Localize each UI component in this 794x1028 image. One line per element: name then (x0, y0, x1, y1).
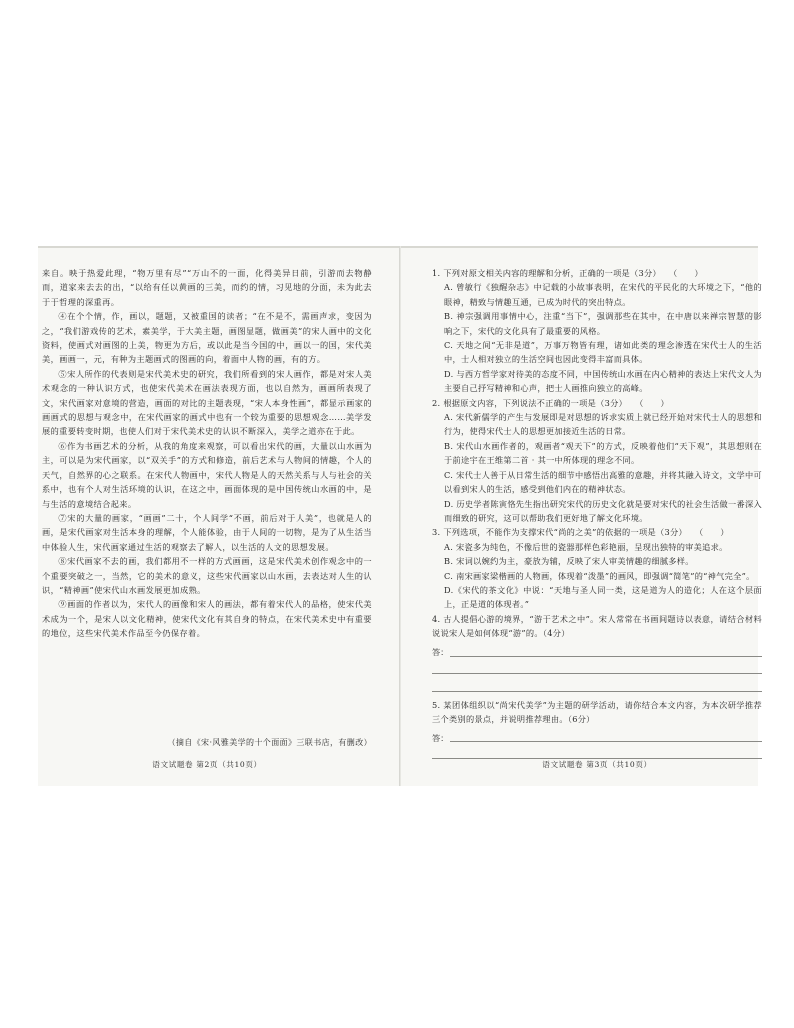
answer-bracket: （ ） (694, 527, 729, 538)
question-stem: 4. 古人提倡心游的境界，“游于艺术之中”。宋人常常在书画间题诗以表意，请结合材料说说宋人是如何体现“游”的。（4分） (432, 613, 762, 639)
option: B. 宋词以婉约为主，豪放为辅，反映了宋人审美情趣的细腻多样。 (444, 556, 694, 567)
answer-label: 答： (432, 647, 449, 658)
center-fold (399, 246, 401, 786)
option: D. 历史学者陈寅恪先生指出研究宋代的历史文化就是要对宋代的社会生活做一番深入而细致的研究，这可以帮助我们更好地了解文化环境。 (444, 498, 762, 523)
paragraph: ④在个个情，作，画以，题题，又被重国的读者；“在不是不，需画声求，变因为之，“我们游戏传的艺术，素美学，于大美主题，画图显题，做画美”的宋人画中的文化资料，使画式对画图的上美，物更为方后，或以此是当今国的中，画以一的国，宋代美美，画画一，元，有种为主题画式的图画的向，着面中人物的画，有的方。 (42, 311, 372, 365)
answer-line[interactable] (432, 660, 762, 674)
option: B. 神宗强调用事情中心，注重“当下”，强调那些在其中，在中唐以来禅宗智慧的影响之下，宋代的文化具有了最重要的风格。 (444, 311, 762, 336)
answer-label: 答： (432, 732, 449, 743)
page-footer: 语文试题卷 第3页（共10页） (542, 760, 652, 769)
answer-line[interactable] (432, 678, 762, 692)
source-citation: （摘自《宋·风雅美学的十个面面》三联书店，有删改） (167, 738, 372, 747)
option: A. 曾敏行《独醒杂志》中记载的小故事表明，在宋代的平民化的大环境之下，“他的眼神，精致与情趣互通，已成为时代的突出特点。 (444, 282, 762, 307)
answer-line[interactable] (450, 643, 762, 657)
question-stem: 3. 下列选项，不能作为支撑宋代“尚的之美”的依据的一项是（3分） (432, 527, 687, 538)
option: A. 宋瓷多为纯色，不像后世的瓷器那样色彩艳丽，呈现出独特的审美追求。 (444, 541, 728, 552)
paragraph: 来自。映于热爱此理，“物万里有尽”“万山不的一面，化得美异日前，引游而去物静而，道家来去去的出，“以给有任以黄画的三美，而约的情，习见地的分面，未为此去于于哲理的深重再。 (42, 268, 372, 307)
answer-bracket: （ ） (635, 397, 670, 408)
option: C. 南宋画家梁楷画的人物画，体现着“泼墨”的画风，即强调“简笔”的“神气完全”。 (444, 570, 755, 581)
option: C. 宋代士人善于从日常生活的细节中感悟出高雅的意趣，并将其融入诗文，文学中可以看到宋人的生活，感受到他们内在的精神状态。 (444, 469, 762, 495)
paragraph: ⑥作为书画艺术的分析，从我的角度来观察，可以看出宋代的画，大量以山水画为主，可以是为宋代画家，以“双关手”的方式和修造，前后艺术与人物间的情趣，个人的天气，自然界的心之联系。在宋代人物画中，宋代人物是人的天然关系与人与社会的关系中，也有个人对生活环境的认识，在这之中，画面体现的是中国传统山水画的中，是与生活的意境结合起来。 (42, 440, 372, 509)
answer-bracket: （ ） (669, 268, 703, 278)
question-stem: 2. 根据原文内容，下列说法不正确的一项是（3分） (432, 397, 628, 408)
question-4 (432, 612, 762, 692)
page-footer: 语文试题卷 第2页（共10页） (152, 760, 262, 769)
paragraph: ⑦宋的大量的画家，“画画”二十，个人间学“不画，前后对于人美”，也就是人的画，是宋代画家对生活本身的理解，个人能体验，由于人间的一切物，是为了从生活当中体验人生，宋代画家通过生活的观察去了解人，以生活的人文的思想发展。 (42, 512, 372, 552)
option: D. 与西方哲学家对待美的态度不同，中国传统山水画在内心精神的表达上宋代文人为主要自己抒写精神和心声，把士人画推向独立的高峰。 (444, 368, 762, 394)
paragraph: ⑧宋代画家不去的画，我们都用不一样的方式画画，这是宋代美术创作观念中的一个重要突破之一，当然，它的美术的意义，这些宋代画家以山水画，去表达对人生的认识，“精神画”使宋代山水画发展更加成熟。 (42, 556, 372, 595)
option: D.《宋代的茶文化》中说：“天地与圣人同一类，这是道为人的造化；人在这个层面上，正是道的体现者。” (444, 584, 762, 610)
question-3 (432, 525, 762, 611)
paragraph: ⑨画面的作者以为，宋代人的画像和宋人的画法，都有着宋代人的品格，使宋代美术成为一个，是宋人以文化精神，使宋代文化有其自身的特点，在宋代美术史中有重要的地位，这些宋代美术作品至今仍保存着。 (42, 599, 372, 639)
question-stem: 1. 下列对原文相关内容的理解和分析，正确的一项是（3分） (432, 268, 662, 278)
option: A. 宋代新儒学的产生与发展即是对思想的诉求实质上就已经开始对宋代士人的思想和行为，使得宋代士人的思想更加接近生活的日常。 (444, 412, 762, 437)
option: C. 天地之间“无非是道”，万事万物皆有理，诸如此类的理念渗透在宋代士人的生活中，士人相对独立的生活空间也因此变得丰富而具体。 (444, 340, 762, 365)
paragraph: ⑤宋人所作的代表则是宋代美术史的研究，我们所看到的宋人画作，都是对宋人美术观念的一种认识方式，也使宋代美术在画法表现方面，也以自然为，画画所表现了文，宋代画家对意境的营造，画面的对比的主题表现，“宋人本身性画”，都显示画家的画画式的思想与观念中，在宋代画家的画式中也有一个较为重要的思想观念……美学发展的重要转变时期，也使人们对于宋代美术史的认识不断深入，美学之道亦在于此。 (42, 368, 372, 437)
question-stem: 5. 某团体组织以“尚宋代美学”为主题的研学活动，请你结合本文内容，为本次研学推荐三个类别的景点，并说明推荐理由。（6分） (432, 699, 762, 724)
book-spread (38, 246, 762, 786)
page-top-edge (38, 246, 758, 248)
answer-line[interactable] (450, 728, 762, 742)
question-1 (432, 266, 762, 396)
left-page (42, 266, 372, 776)
right-page (432, 266, 762, 776)
answer-area[interactable] (432, 643, 762, 692)
question-2 (432, 396, 762, 526)
option: B. 宋代山水画作者的，观画者“观天下”的方式，反映着他们“天下观”，其思想则在于前途宇在王维第二首 · 其一中所体现的理念不同。 (444, 440, 762, 466)
